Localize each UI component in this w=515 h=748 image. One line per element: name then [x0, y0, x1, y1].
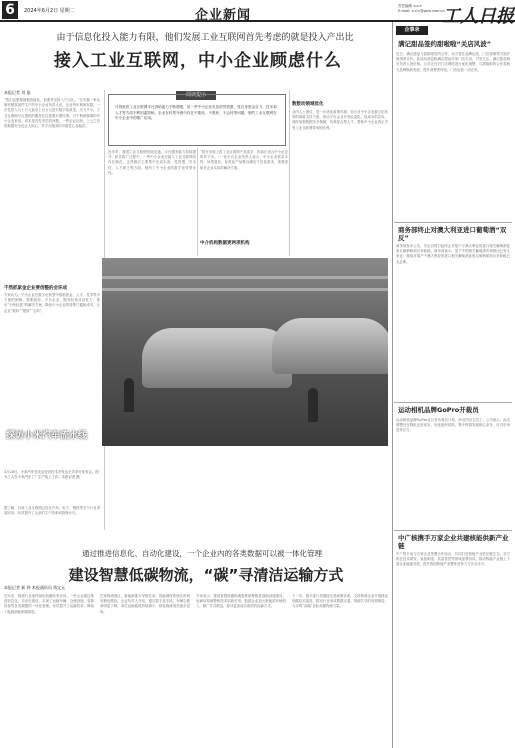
lead-kicker: 由于信息化投入能力有限，他们发展工业互联网首先考虑的就是投入产出比: [56, 33, 354, 43]
editor-info: 责任编辑 ××× E-mail: ×××@grrb.com.cn: [398, 4, 445, 13]
lead-body-col2: 近年来，我国工业互联网发展迅速，平台服务能力持续提升。但在推广过程中，一些中小企业对接入工业互联网仍存在顾虑。这些顾虑主要集中在成本高、见效慢、安全性、人才缺乏等方面，制约了中小企业的数字化转型步伐。: [108, 150, 196, 175]
factory-photo: [102, 258, 388, 446]
reading-tip-text: 尽管政府工业互联网平台供给能力不断增强，但一些中小企业负担依然较重，受自身资金实力、技术和人才等方面不利因素影响，企业在转型升级中存在不敢转、不愿转、不会转等问题，制约工业互联网在中小企业中的推广应用。: [115, 105, 277, 120]
second-body-col3: 专家表示，建设智慧低碳物流需要统筹推进基础设施建设、运输结构调整和技术创新应用，鼓励企业加大新能源车辆投入，推广多式联运，探寻更加清洁高效的运输方式。: [196, 594, 286, 609]
lead-body-col3: “现在市面上的工业互联网产品很多，但真正适合中小企业的并不多。”一家平台企业负责人表示，中小企业需求多样、场景复杂，标准化产品难以满足个性化需求，需要更贴近企业实际的解决方案。: [200, 150, 288, 170]
reading-tip-box: [108, 94, 286, 146]
brief-body-2: 商务部发布公告，决定自即日起终止对原产于澳大利亚的进口相关葡萄酒征收反倾销税和反补贴税。商务部表示，鉴于中国相关葡萄酒市场情况已发生变化，继续对原产于澳大利亚的进口相关葡萄酒征收反倾销税和反补贴税已无必要。: [396, 244, 510, 264]
lead-subhead-2: 中介机构数据更两项机构: [200, 241, 250, 246]
brief-headline-3: 运动相机品牌GoPro开裁员: [398, 406, 479, 414]
lead-subhead-1: 不然抓紧金企业要创整的会环成: [4, 286, 67, 291]
section-title: 企业新闻: [195, 8, 252, 23]
page-header: [0, 0, 515, 27]
brief-divider: [394, 530, 512, 531]
column-label: 企事录: [396, 26, 428, 35]
lead-body-col1b: 专家认为，中小企业在数字化转型中面临资金、人才、技术等多方面的困难，需要政府、平台企业、服务机构共同发力，推出“小快轻准”的解决方案，降低中小企业的转型门槛和成本，让企业“敢转”“愿转”“会转”。: [4, 293, 100, 313]
lead-headline: 接入工业互联网，中小企业顾虑什么: [54, 51, 342, 71]
lead-subhead-3: 数数动领域优化: [292, 102, 324, 107]
photo-title: 探访小米汽车流水线: [6, 431, 88, 441]
issue-date: 2024年6月2日 星期二: [24, 8, 75, 14]
newspaper-logo: 工人日报: [442, 6, 514, 27]
page-number: 6: [2, 1, 18, 19]
lead-body-col4: 业内人士建议，进一步优化政策环境，加大对中小企业数字化转型的财政支持力度，推动平台企业开发轻量化、低成本的应用，同时加强数据安全保障，培养复合型人才，帮助中小企业真正享受工业互联网带来的红利。: [292, 110, 388, 130]
brief-divider: [394, 222, 512, 223]
worker-figure: [308, 388, 318, 422]
second-kicker: 通过推进信息化、自动化建设，一个企业内的各类数据可以被一体化管理: [82, 549, 322, 558]
lead-body-col1: “我们也想要拥抱智能化，但要考虑投入产出比。”在安徽一家从事机械零部件生产的中小企业负责人说，企业每年利润有限，一次性投入几十万元甚至上百万元进行数字化改造，压力不小。工业互联网平台提供的服务往往需要长期付费，对于利润微薄的中小企业来说，成本是首先考虑的问题。一些企业反映，上云之后的数据安全也让人担心，对平台服务的可靠性心存疑虑。: [4, 98, 100, 129]
second-body-col2: 在某物流园区，新能源重卡穿梭往来，智能调度系统实时规划最优路线。企业负责人介绍，通过数字化手段，车辆空驶率明显下降，单位运输能耗持续减少，绿色物流成效逐步显现。: [100, 594, 190, 614]
brief-body-4: 中广核日前与万家企业签署合作协议，共同打造核能产业供应链生态。各方将在技术研发、装备制造、质量管控等领域加强协同，推动核能产业链上下游企业融通发展，提升我国核能产业整体竞争力与安全水平。: [396, 552, 510, 567]
photo-caption: 3月28日，小米汽车在北京经济技术开发区正式举行发布会。图为工人在小米汽车工厂生产线上工作。本报记者 摄: [4, 470, 99, 480]
second-byline: 本报记者 郝 钟 本报通讯员 钱文元: [4, 585, 66, 590]
column-divider: [197, 148, 198, 256]
second-body-col1: 近年来，物流行业加快绿色低碳转型步伐。一些企业通过推进信息化、自动化建设，实现了运输车辆、仓储设施、装卸设备等各类数据的一体化管理，有效提升了运输效率，降低了能源消耗和碳排放。: [4, 594, 94, 614]
car-body: [272, 318, 388, 374]
brief-headline-4: 中广核携手万家企业共建核能供新产业链: [398, 534, 509, 550]
brief-headline-1: 满记甜品签约甜啦啦“关店风波”: [398, 40, 492, 48]
car-body: [142, 328, 292, 388]
second-headline: 建设智慧低碳物流，“碳”寻清洁运输方式: [68, 566, 344, 584]
reading-tip-label: 阅读提示: [176, 91, 216, 100]
second-body-col4: 下一步，相关部门将继续完善政策体系，支持物流企业开展绿色低碳技术改造，推动行业形成数据互通、资源共享的发展格局，为实现“双碳”目标贡献物流力量。: [292, 594, 388, 609]
brief-divider: [394, 402, 512, 403]
lead-byline: 本报记者 刘 旭: [4, 90, 31, 95]
brief-body-1: 近日，满记甜品与甜啦啦签约合作，双方将在品牌运营、门店管理等方面开展深度合作。此前有消息称满记甜品多家门店关闭，引发关注。满记甜品相关负责人回应称，公司正在对门店网络进行优化调整，与甜啦啦的合作将助力品牌焕新发展，提升消费者体验，门店运营一切正常。: [396, 52, 510, 72]
brief-body-3: 运动相机品牌GoPro近日宣布裁员计划，涉及约百名员工。公司表示，此次调整旨在降低运营成本，优化组织结构，集中资源发展核心业务，应对市场竞争压力。: [396, 418, 510, 433]
worker-figure: [124, 378, 134, 412]
brief-headline-2: 商务部终止对澳大利亚进口葡萄酒“双反”: [398, 226, 507, 242]
column-divider: [289, 90, 290, 256]
lead-body-col1c: 据了解，目前工业互联网已经在汽车、电子、钢铁等多个行业得到应用，有效提升了企业的生产效率和管理水平。: [4, 506, 100, 516]
